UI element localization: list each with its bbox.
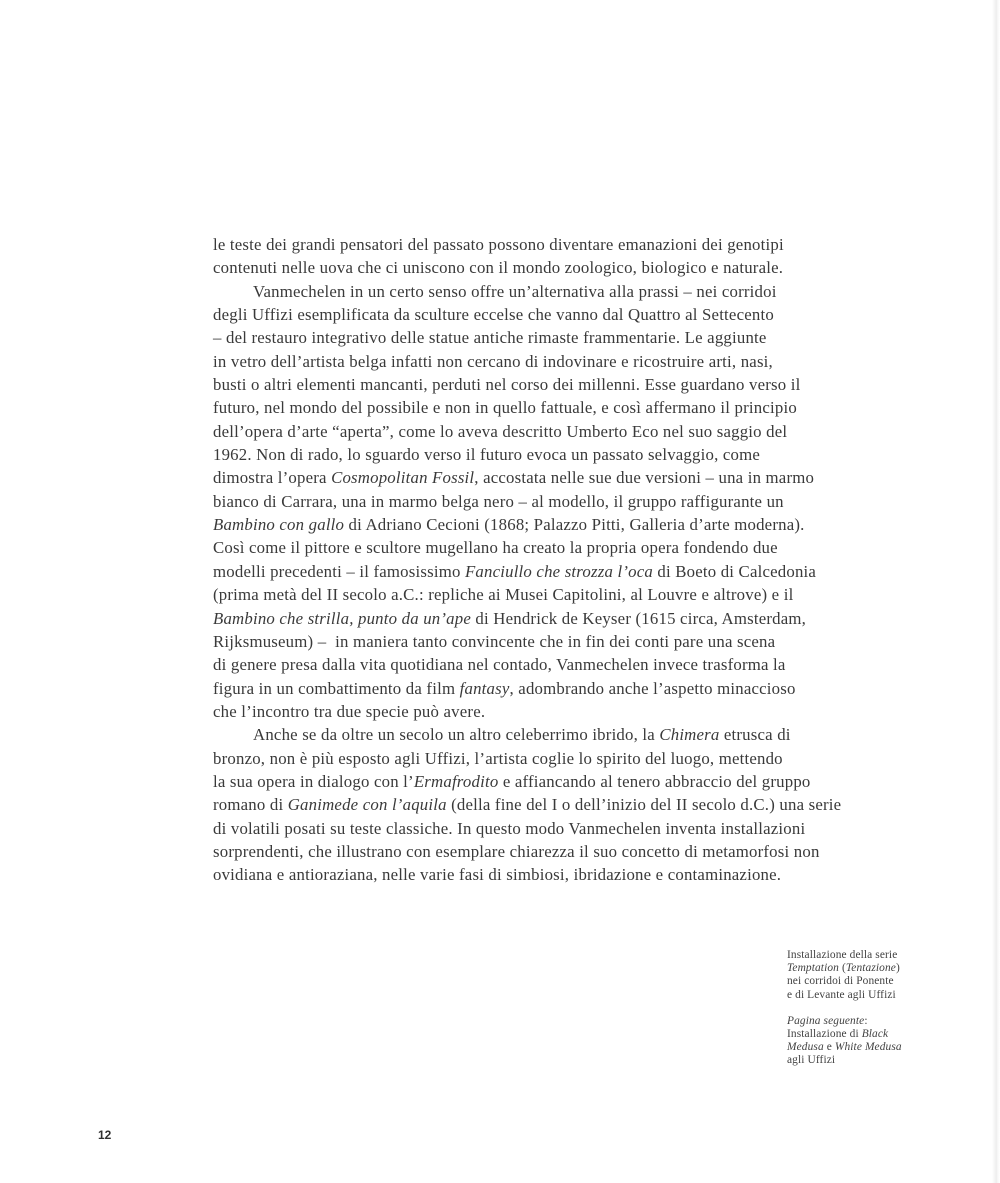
body-text	[213, 233, 841, 887]
text-line: in vetro dell’artista belga infatti non cercano di indovinare e ricostruire arti, nasi,	[213, 351, 773, 371]
text-line: di volatili posati su teste classiche. In questo modo Vanmechelen inventa installazioni	[213, 818, 806, 838]
page-number: 12	[98, 1128, 112, 1142]
text-line: figura in un combattimento da film fantasy, adombrando anche l’aspetto minaccioso	[213, 678, 796, 698]
text-line: le teste dei grandi pensatori del passato possono diventare emanazioni dei genotipi	[213, 235, 784, 254]
text-line: che l’incontro tra due specie può avere.	[213, 701, 486, 721]
text-line: contenuti nelle uova che ci uniscono con il mondo zoologico, biologico e naturale.	[213, 258, 784, 278]
text-line: bronzo, non è più esposto agli Uffizi, l’artista coglie lo spirito del luogo, mettendo	[213, 748, 783, 768]
text-line: Medusa e White Medusa	[787, 1041, 902, 1054]
text-line: Anche se da oltre un secolo un altro celeberrimo ibrido, la Chimera etrusca di	[253, 725, 791, 745]
text-line: romano di Ganimede con l’aquila (della fine del I o dell’inizio del II secolo d.C.) una serie	[213, 795, 842, 815]
text-line: Vanmechelen in un certo senso offre un’alternativa alla prassi – nei corridoi	[253, 281, 777, 301]
text-line: Temptation (Tentazione)	[787, 962, 900, 975]
text-line: Installazione di Black	[787, 1028, 889, 1041]
text-line: degli Uffizi esemplificata da sculture eccelse che vanno dal Quattro al Settecento	[213, 305, 774, 325]
caption-installation	[787, 949, 947, 1002]
text-line: nei corridoi di Ponente	[787, 975, 894, 988]
text-line: Bambino che strilla, punto da un’ape di Hendrick de Keyser (1615 circa, Amsterdam,	[213, 608, 807, 628]
text-line: dell’opera d’arte “aperta”, come lo aveva descritto Umberto Eco nel suo saggio del	[213, 421, 788, 441]
text-line: Così come il pittore e scultore mugellano ha creato la propria opera fondendo due	[213, 538, 778, 558]
text-line: futuro, nel mondo del possibile e non in quello fattuale, e così affermano il principio	[213, 398, 797, 418]
text-line: modelli precedenti – il famosissimo Fanciullo che strozza l’oca di Boeto di Calcedonia	[213, 561, 817, 581]
text-line: busti o altri elementi mancanti, perduti nel corso dei millenni. Esse guardano verso il	[213, 375, 801, 395]
text-line: Rijksmuseum) – in maniera tanto convincente che in fin dei conti pare una scena	[213, 631, 776, 651]
text-line: di genere presa dalla vita quotidiana nel contado, Vanmechelen invece trasforma la	[213, 655, 786, 675]
text-line: dimostra l’opera Cosmopolitan Fossil, accostata nelle sue due versioni – una in marmo	[213, 468, 815, 488]
text-line: (prima metà del II secolo a.C.: repliche ai Musei Capitolini, al Louvre e altrove) e il	[213, 585, 794, 605]
text-line: e di Levante agli Uffizi	[787, 988, 896, 1001]
text-line: Pagina seguente:	[787, 1014, 868, 1027]
text-line: Installazione della serie	[787, 949, 898, 961]
text-line: la sua opera in dialogo con l’Ermafrodito e affiancando al tenero abbraccio del gruppo	[213, 771, 811, 791]
text-line: sorprendenti, che illustrano con esemplare chiarezza il suo concetto di metamorfosi non	[213, 841, 820, 861]
text-line: bianco di Carrara, una in marmo belga nero – al modello, il gruppo raffigurante un	[213, 491, 784, 511]
text-line: agli Uffizi	[787, 1054, 836, 1067]
text-line: – del restauro integrativo delle statue antiche rimaste frammentarie. Le aggiunte	[213, 328, 767, 348]
text-line: Bambino con gallo di Adriano Cecioni (1868; Palazzo Pitti, Galleria d’arte moderna).	[213, 515, 805, 535]
caption-next-page	[787, 1015, 947, 1068]
text-line: 1962. Non di rado, lo sguardo verso il futuro evoca un passato selvaggio, come	[213, 445, 761, 465]
page-edge-shadow	[992, 0, 1000, 1183]
caption-column	[787, 949, 947, 1068]
text-line: ovidiana e antioraziana, nelle varie fasi di simbiosi, ibridazione e contaminazione.	[213, 865, 782, 885]
